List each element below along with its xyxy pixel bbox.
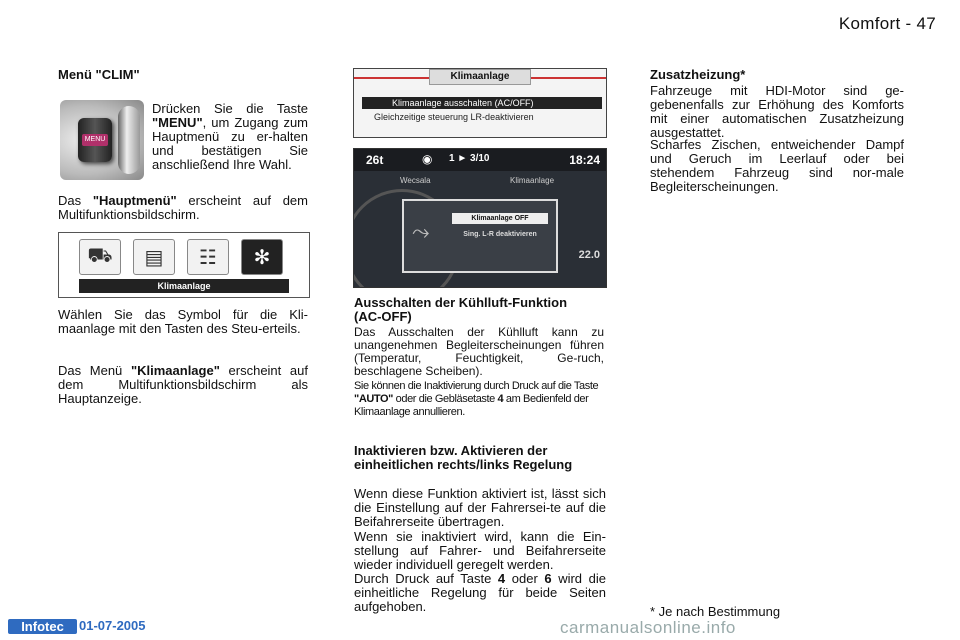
cd-icon: ◉ bbox=[422, 152, 433, 166]
settings-sliders-icon: ☷ bbox=[187, 239, 229, 275]
heading-ac-off: Ausschalten der Kühlluft-Funktion (AC-OFF) bbox=[354, 295, 568, 324]
footnote: * Je nach Bestimmung bbox=[650, 604, 781, 619]
menu-title: Klimaanlage bbox=[429, 69, 531, 85]
menu-key bbox=[78, 118, 112, 162]
display-status-bar bbox=[354, 149, 606, 171]
heading-zusatzheizung: Zusatzheizung* bbox=[650, 67, 746, 82]
seat-airflow-icon: ⤳ bbox=[412, 219, 430, 244]
footer-date: 01-07-2005 bbox=[79, 618, 146, 633]
display-tab-1: Wecsala bbox=[400, 176, 431, 185]
menu-option-lr-deactivate: Gleichzeitige steuerung LR-deaktivieren bbox=[374, 112, 534, 122]
paragraph-select-symbol: Wählen Sie das Symbol für die Kli-maanlage mit den Tasten des Steu-erteils. bbox=[58, 307, 308, 336]
paragraph-hauptmenu: Das "Hauptmenü" erscheint auf dem Multifunktionsbildschirm. bbox=[58, 193, 308, 222]
paragraph-lr-inactive: Wenn sie inaktiviert wird, kann die Ein-stellung auf Fahrer- und Beifahrerseite wieder individuell geregelt werden. bbox=[354, 529, 606, 572]
paragraph-ac-off-cancel: Sie können die Inaktivierung durch Druck auf die Taste "AUTO" oder die Gebläsetaste 4 am Bedienfeld der Klimaanlage annullieren. bbox=[354, 380, 599, 418]
paragraph-menu-press: Drücken Sie die Taste "MENU", um Zugang zum Hauptmenü zu er-halten und bestätigen Sie anschließend Ihre Wahl. bbox=[152, 101, 308, 172]
paragraph-klimaanlage-menu: Das Menü "Klimaanlage" erscheint auf dem Multifunktionsbildschirm als Hauptanzeige. bbox=[58, 363, 308, 406]
infotec-logo: Infotec bbox=[8, 619, 77, 634]
multifunction-display-screenshot bbox=[353, 148, 607, 288]
watermark: carmanualsonline.info bbox=[560, 618, 736, 637]
fan-icon: ✻ bbox=[241, 239, 283, 275]
paragraph-lr-cancel: Durch Druck auf Taste 4 oder 6 wird die einheitliche Regelung für beide Seiten aufgehoben. bbox=[354, 571, 606, 614]
paragraph-zusatzheizung: Fahrzeuge mit HDI-Motor sind ge-gebenenfalls zur Erhöhung des Komforts mit einer automatischen Zusatzheizung ausgestattet. bbox=[650, 83, 904, 140]
main-menu-icon-strip bbox=[58, 232, 310, 298]
menu-button-photo bbox=[60, 100, 144, 180]
klimaanlage-menu-screenshot bbox=[353, 68, 607, 138]
menu-key-label: MENU bbox=[82, 134, 108, 146]
section-heading-clim: Menü "CLIM" bbox=[58, 67, 140, 82]
heading-lr-regulation: Inaktivieren bzw. Aktivieren der einheitlichen rechts/links Regelung bbox=[354, 443, 573, 472]
menu-option-ac-off: Klimaanlage ausschalten (AC/OFF) bbox=[362, 97, 602, 109]
display-track: 1 ► 3/10 bbox=[449, 153, 490, 164]
popup-option-klima-off: Klimaanlage OFF bbox=[452, 213, 548, 224]
display-tab-2: Klimaanlage bbox=[510, 176, 555, 185]
display-popup bbox=[402, 199, 558, 273]
strip-label: Klimaanlage bbox=[79, 279, 289, 293]
display-bottom-value: 22.0 bbox=[578, 249, 600, 261]
page-title: Komfort - 47 bbox=[838, 14, 936, 33]
popup-option-lr-deactivate: Sing. L-R deaktivieren bbox=[463, 231, 537, 238]
paragraph-ac-off: Das Ausschalten der Kühlluft kann zu unangenehmen Begleiterscheinungen führen (Temperatur, Feuchtigkeit, Ge-ruch, beschlagene Scheiben). bbox=[354, 325, 604, 378]
paragraph-side-effects: Scharfes Zischen, entweichender Dampf und Geruch im Leerlauf oder bei stehendem Fahrzeug sind nor-male Begleiterscheinungen. bbox=[650, 137, 904, 194]
paragraph-lr-active: Wenn diese Funktion aktiviert ist, lässt sich die Einstellung auf der Fahrersei-te auf die Beifahrerseite übertragen. bbox=[354, 486, 606, 529]
display-temperature: 26t bbox=[366, 153, 384, 167]
rotary-knob bbox=[118, 106, 140, 174]
document-icon: ▤ bbox=[133, 239, 175, 275]
display-tabs bbox=[354, 173, 606, 187]
car-seat-icon: ⛟ bbox=[79, 239, 121, 275]
display-time: 18:24 bbox=[569, 153, 600, 167]
